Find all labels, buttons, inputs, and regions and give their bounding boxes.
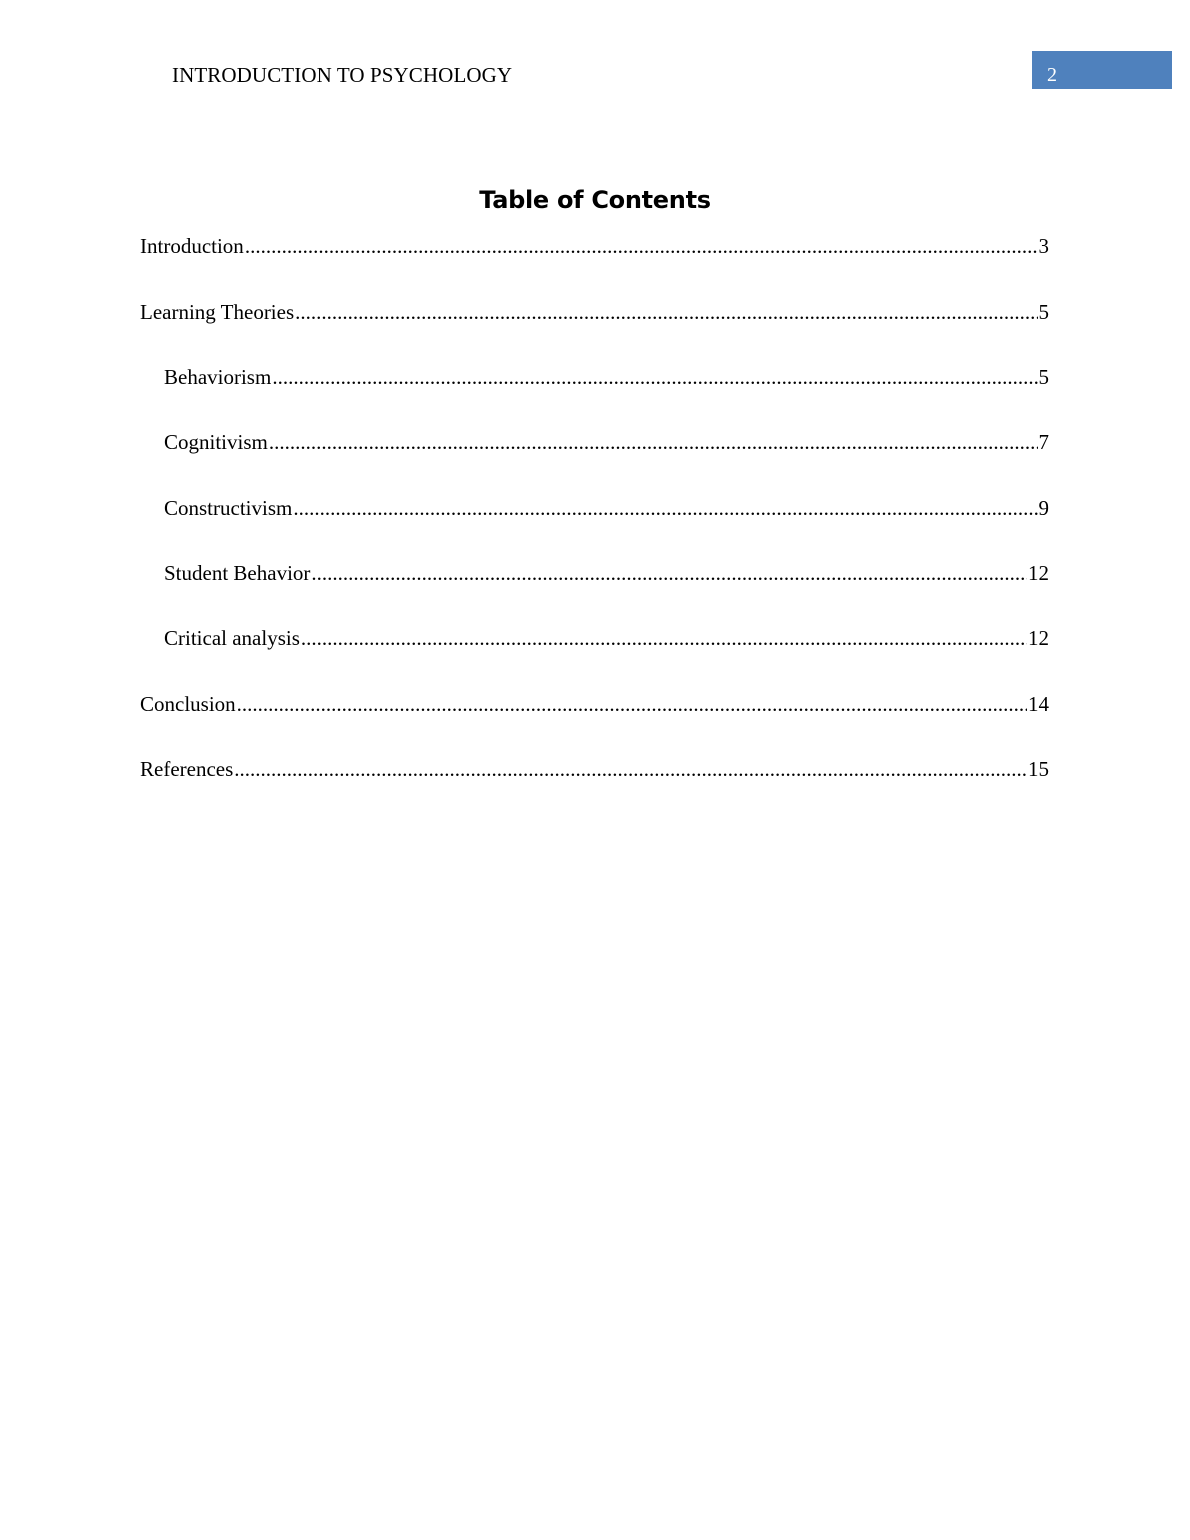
toc-leader: [311, 561, 1027, 586]
toc-entry-page: 12: [1028, 561, 1049, 585]
page-number-box: [1032, 51, 1172, 89]
toc-entry-page: 9: [1038, 496, 1049, 520]
toc-entry-references[interactable]: [140, 757, 1049, 787]
toc-entry-label: Behaviorism: [164, 365, 272, 389]
toc-entry-label: Constructivism: [164, 496, 293, 520]
toc-entry-behaviorism[interactable]: [164, 365, 1049, 395]
toc-leader: [269, 430, 1038, 455]
toc-entry-page: 14: [1028, 692, 1049, 716]
toc-entry-page: 15: [1028, 757, 1049, 781]
toc-title: Table of Contents: [479, 186, 711, 214]
toc-entry-page: 3: [1038, 234, 1049, 258]
toc-entry-label: Introduction: [140, 234, 244, 258]
toc-entry-introduction[interactable]: [140, 234, 1049, 264]
toc-leader: [293, 496, 1037, 521]
running-head: INTRODUCTION TO PSYCHOLOGY: [172, 63, 513, 87]
toc-entry-cognitivism[interactable]: [164, 430, 1049, 460]
toc-entry-label: References: [140, 757, 234, 781]
toc-entry-label: Cognitivism: [164, 430, 268, 454]
toc-entry-page: 5: [1038, 300, 1049, 324]
toc-entry-label: Learning Theories: [140, 300, 295, 324]
toc-leader: [295, 300, 1037, 325]
toc-entry-page: 12: [1028, 626, 1049, 650]
toc-leader: [245, 234, 1038, 259]
toc-entry-conclusion[interactable]: [140, 692, 1049, 722]
toc-entry-page: 7: [1038, 430, 1049, 454]
toc-entry-learning-theories[interactable]: [140, 300, 1049, 330]
toc-leader: [301, 626, 1027, 651]
toc-entry-constructivism[interactable]: [164, 496, 1049, 526]
toc-leader: [237, 692, 1027, 717]
toc-entry-label: Conclusion: [140, 692, 236, 716]
toc-leader: [234, 757, 1027, 782]
toc-leader: [272, 365, 1037, 390]
toc-entry-critical-analysis[interactable]: [164, 626, 1049, 656]
toc-entry-page: 5: [1038, 365, 1049, 389]
toc-entry-label: Critical analysis: [164, 626, 300, 650]
page-number: 2: [1047, 64, 1057, 86]
toc-entry-student-behavior[interactable]: [164, 561, 1049, 591]
toc-entry-label: Student Behavior: [164, 561, 311, 585]
